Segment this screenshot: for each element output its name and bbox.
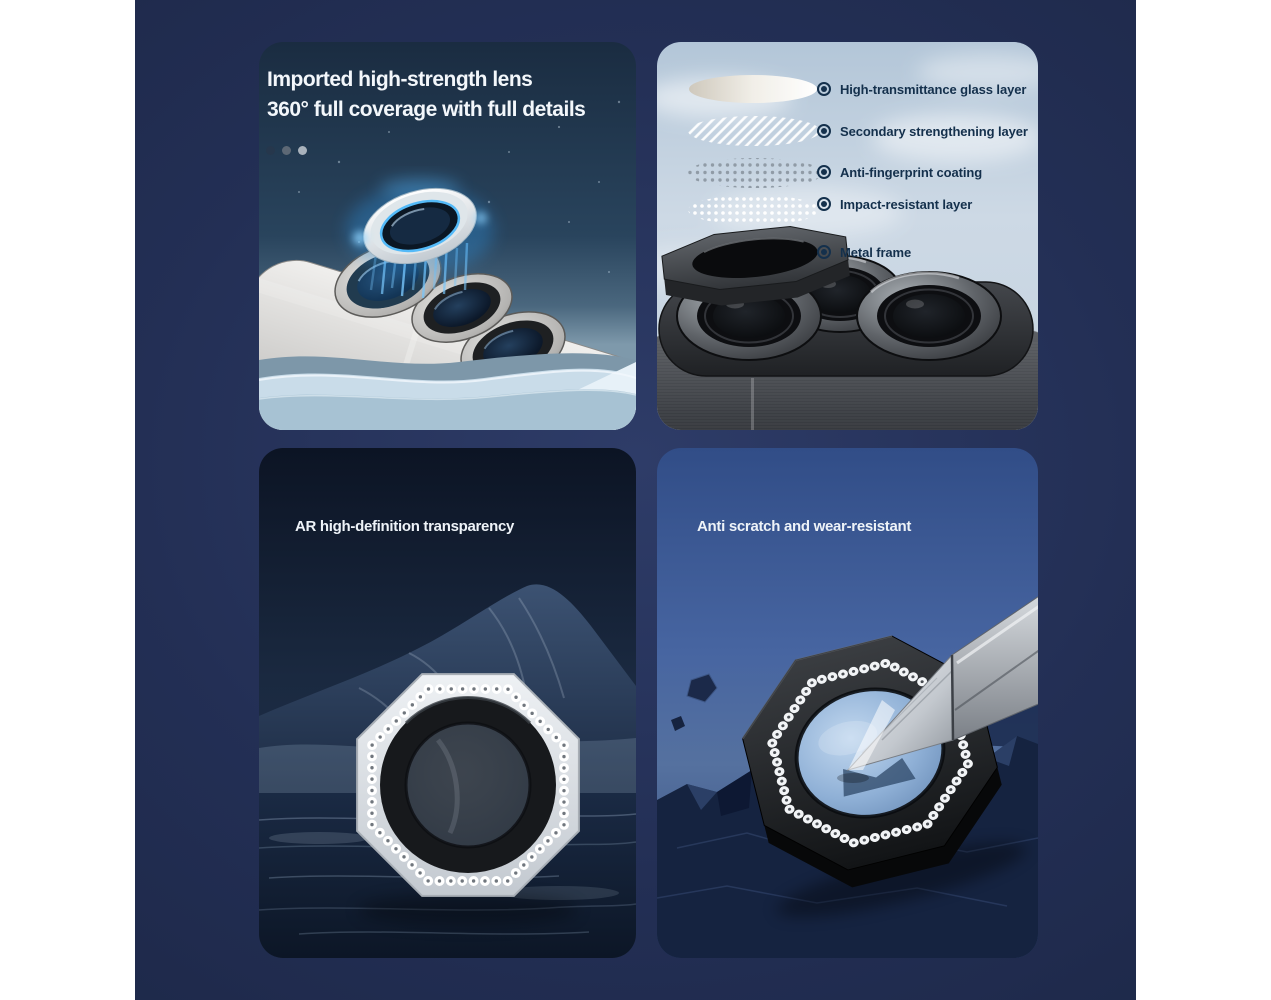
layer-label: Secondary strengthening layer (840, 123, 1028, 139)
panel-title: Anti scratch and wear-resistant (697, 518, 912, 535)
camera-lens (857, 272, 1001, 360)
pagination-dot (282, 146, 291, 155)
panel-title (267, 65, 585, 125)
bullseye-icon (817, 82, 831, 96)
panel-title: AR high-definition transparency (295, 518, 515, 535)
anti-fingerprint-disc (687, 158, 823, 188)
layer-label: Metal frame (840, 244, 912, 260)
panel-scratch-resistant (657, 448, 1038, 958)
impact-resistant-disc (688, 195, 820, 225)
bullseye-icon (817, 245, 831, 259)
title-line-1: Imported high-strength lens (267, 68, 533, 91)
layer-label: Impact-resistant layer (840, 196, 973, 212)
title-line-2: 360° full coverage with full details (267, 98, 586, 121)
panel-ar-transparency (259, 448, 636, 958)
layer-structure-illustration (657, 42, 1038, 430)
bullseye-icon (817, 124, 831, 138)
bullseye-icon (817, 165, 831, 179)
layer-row (817, 193, 972, 215)
layer-label: Anti-fingerprint coating (840, 164, 983, 180)
bullseye-icon (817, 197, 831, 211)
layer-row (817, 78, 1026, 100)
layer-row (817, 161, 982, 183)
navy-canvas (135, 0, 1136, 1000)
lens-flare (353, 231, 367, 245)
lens-flare (475, 212, 487, 224)
panel-layer-structure (657, 42, 1038, 430)
layer-row (817, 120, 1028, 142)
pagination-dots (266, 146, 307, 155)
panel-lens-coverage (259, 42, 636, 430)
layer-label: High-transmittance glass layer (840, 81, 1027, 97)
pagination-dot (298, 146, 307, 155)
layer-row (817, 241, 911, 263)
strengthening-layer-disc (688, 116, 820, 146)
pagination-dot (266, 146, 275, 155)
icy-water (259, 353, 636, 430)
